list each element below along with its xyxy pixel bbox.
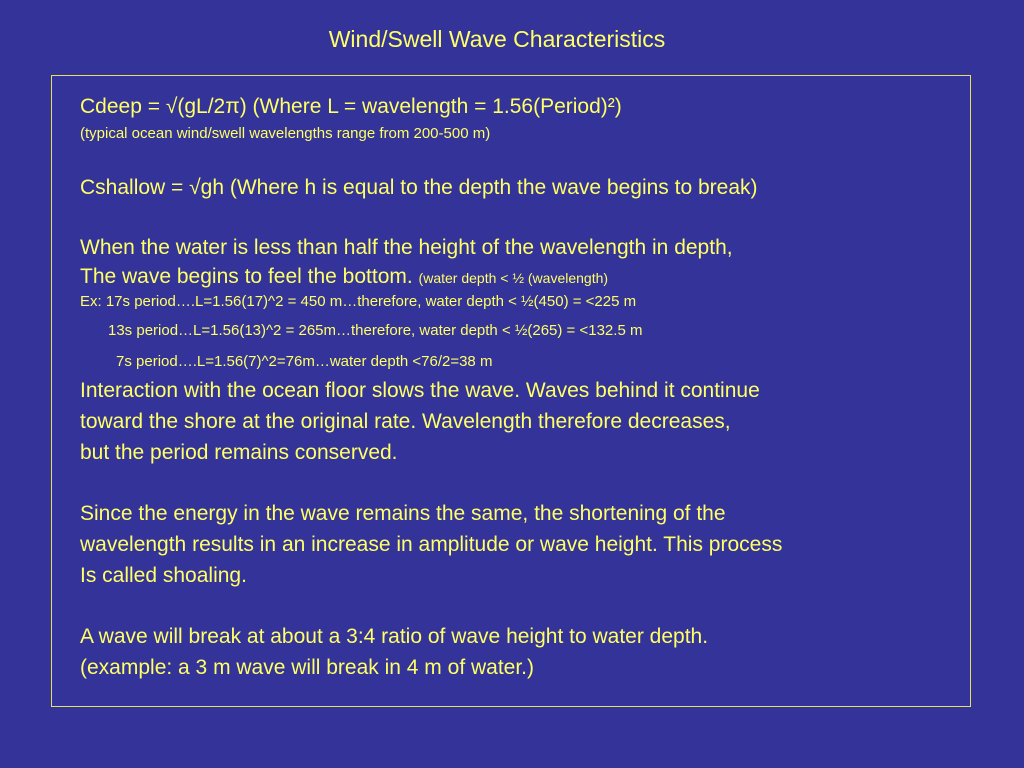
example-7s: 7s period….L=1.56(7)^2=76m…water depth <76/2=38 m — [116, 353, 493, 370]
example-17s: Ex: 17s period….L=1.56(17)^2 = 450 m…therefore, water depth < ½(450) = <225 m — [80, 293, 637, 310]
cshallow-formula: Cshallow = √gh (Where h is equal to the depth the wave begins to break) — [80, 176, 758, 199]
energy-line-2: wavelength results in an increase in amplitude or wave height. This process — [80, 533, 783, 556]
slide-title: Wind/Swell Wave Characteristics — [328, 26, 666, 52]
feel-bottom-line-2 — [80, 264, 608, 291]
energy-line-3: Is called shoaling. — [80, 564, 247, 587]
typical-wavelength-note: (typical ocean wind/swell wavelengths range from 200-500 m) — [80, 125, 491, 142]
feel-bottom-note: (water depth < ½ (wavelength) — [418, 270, 609, 286]
example-13s: 13s period…L=1.56(13)^2 = 265m…therefore, water depth < ½(265) = <132.5 m — [108, 322, 643, 339]
cdeep-formula: Cdeep = √(gL/2π) (Where L = wavelength = 1.56(Period)²) — [80, 95, 622, 118]
feel-bottom-text: The wave begins to feel the bottom. — [80, 265, 413, 288]
interaction-line-2: toward the shore at the original rate. Wavelength therefore decreases, — [80, 410, 731, 433]
interaction-line-1: Interaction with the ocean floor slows the wave. Waves behind it continue — [80, 379, 760, 402]
interaction-line-3: but the period remains conserved. — [80, 441, 398, 464]
break-line-1: A wave will break at about a 3:4 ratio of wave height to water depth. — [80, 625, 709, 648]
break-line-2: (example: a 3 m wave will break in 4 m of water.) — [80, 656, 535, 679]
energy-line-1: Since the energy in the wave remains the same, the shortening of the — [80, 502, 726, 525]
feel-bottom-line-1: When the water is less than half the height of the wavelength in depth, — [80, 236, 733, 259]
